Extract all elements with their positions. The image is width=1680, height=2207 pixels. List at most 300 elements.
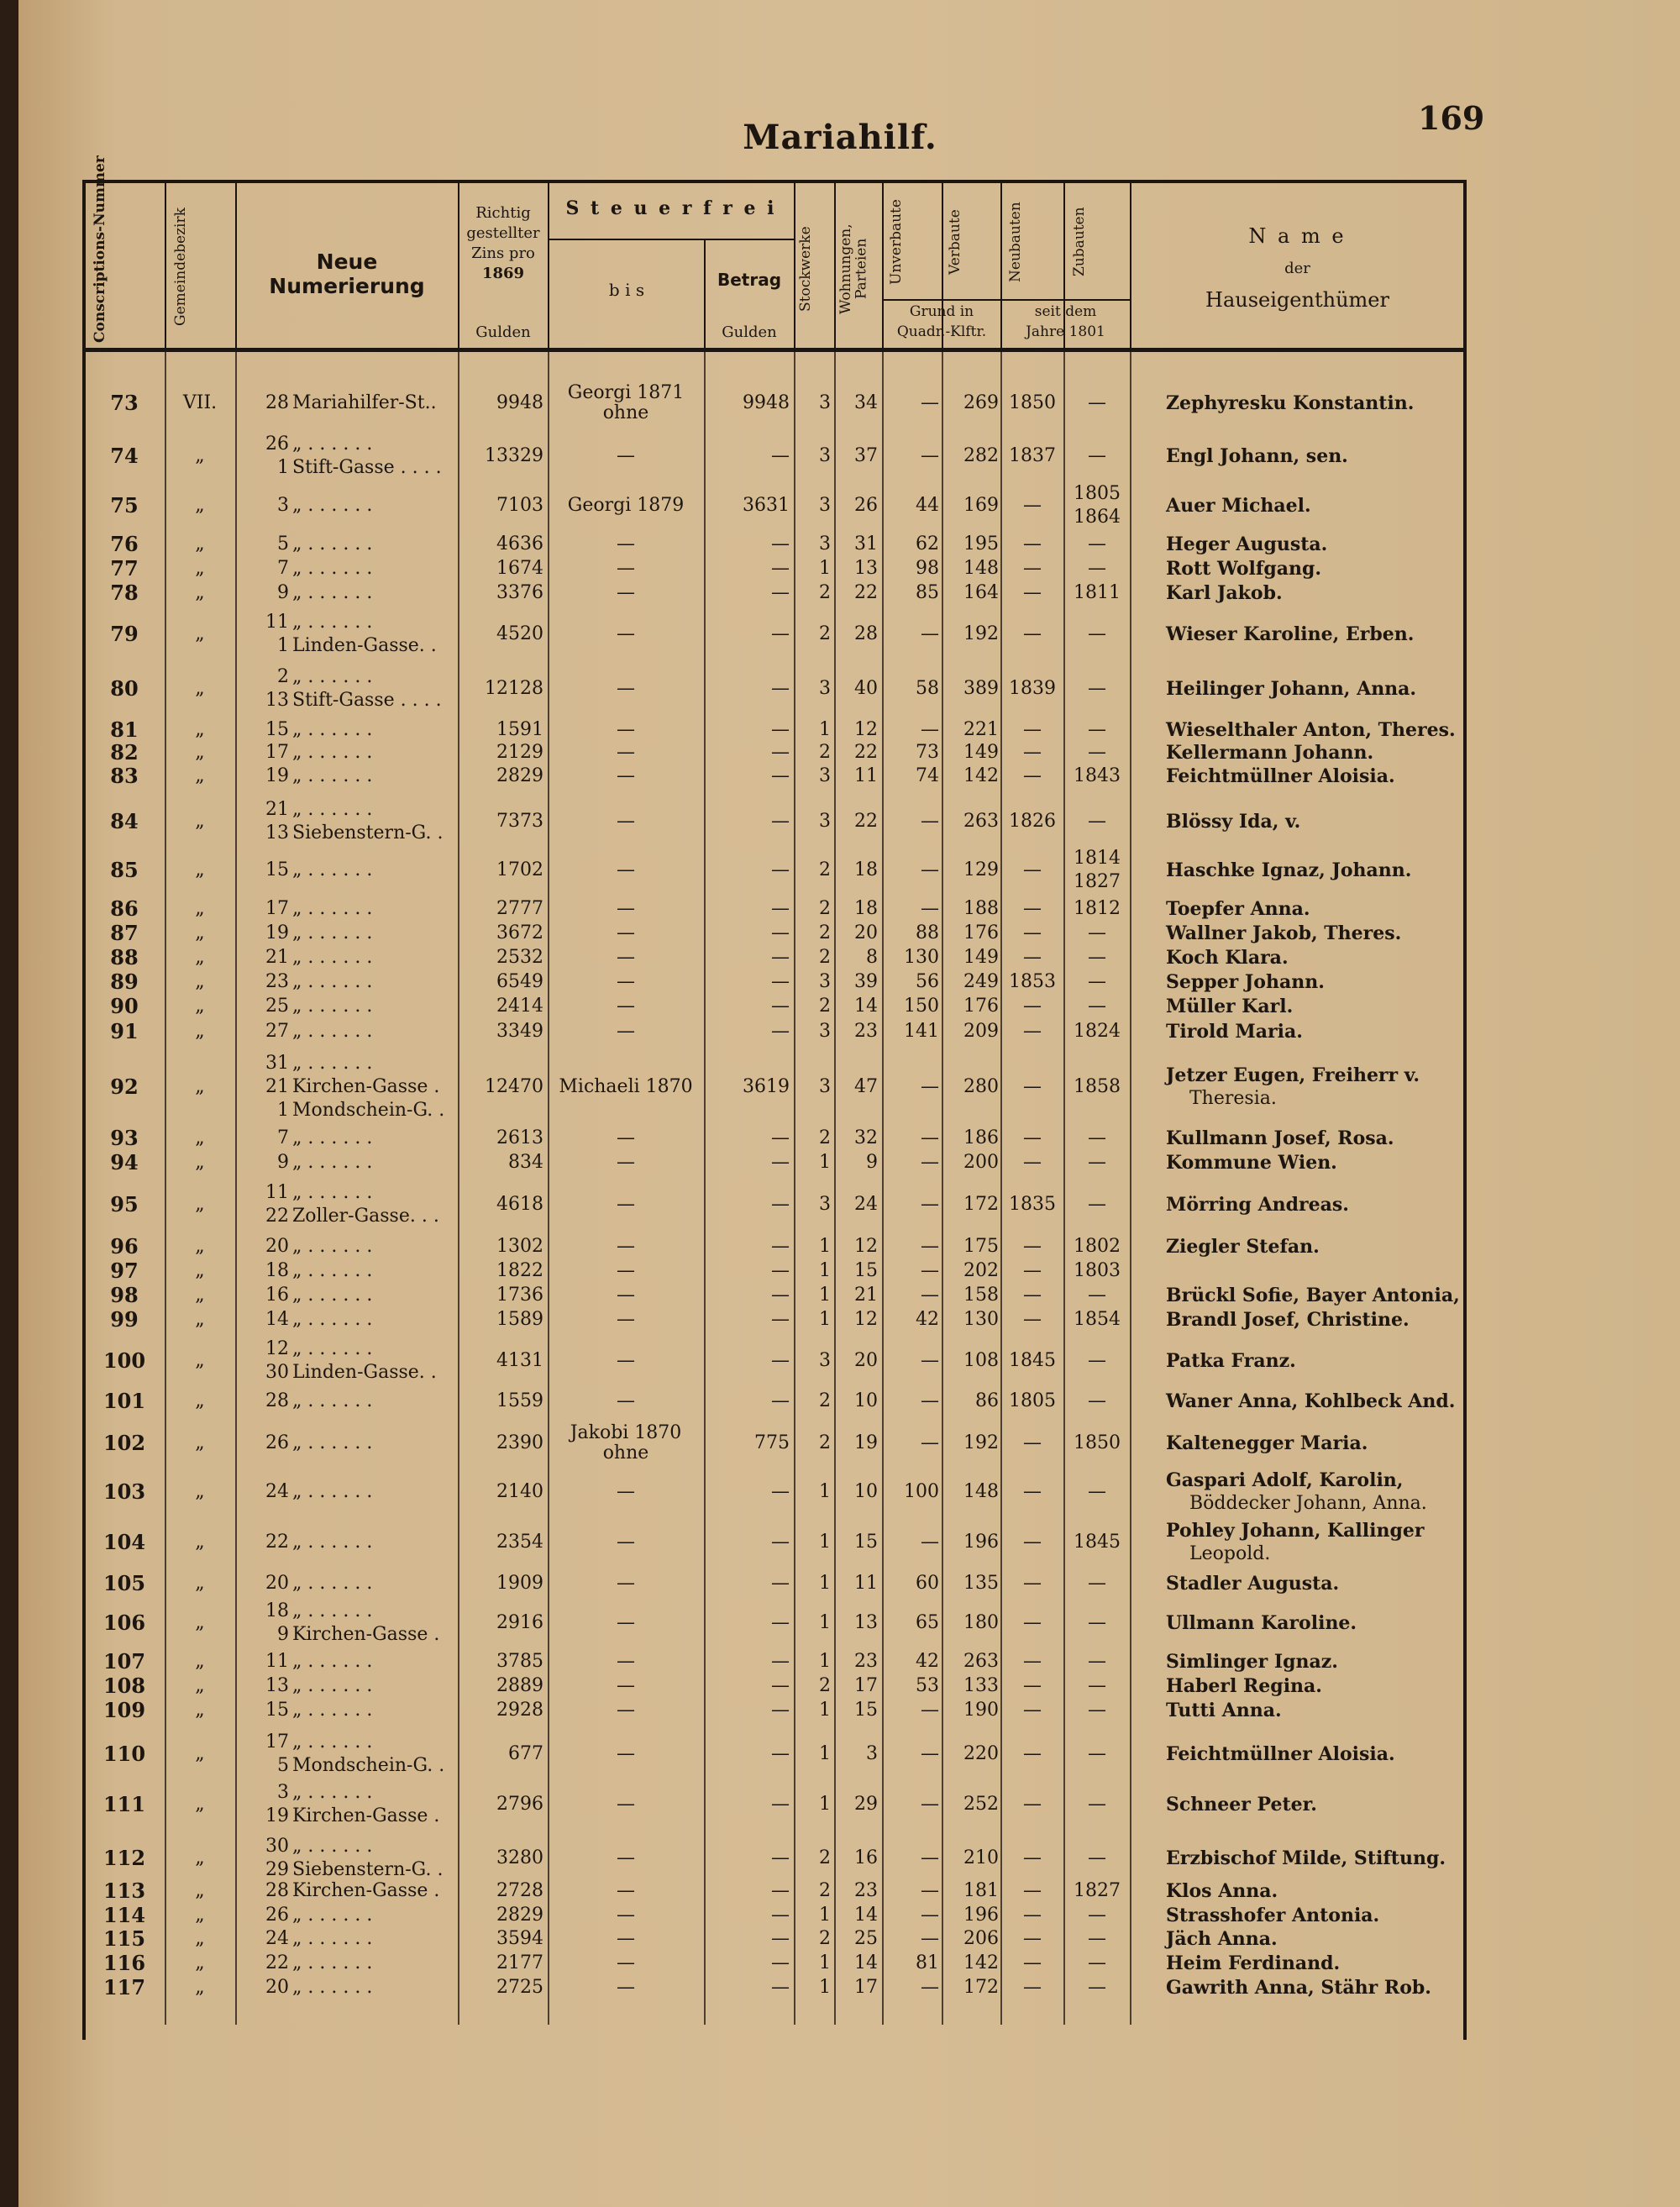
cell-zu: 1811 [1074,582,1121,603]
cell-zu: — [1088,742,1106,763]
cell-nr: 13 [265,1675,289,1696]
cell-zins: 1909 [496,1573,543,1594]
cell-neu: — [1023,1794,1042,1815]
cell-wo: 11 [854,765,878,786]
cell-bez: „ [195,1236,205,1257]
cell-st: 2 [819,582,831,603]
cell-zins: 1702 [496,859,543,880]
cell-nr: 17 [265,898,289,919]
cell-neu: — [1023,1928,1042,1949]
cell-wo: 11 [854,1573,878,1594]
cell-betrag: — [771,996,790,1017]
cell-owner: Erzbischof Milde, Stiftung. [1166,1847,1446,1869]
cell-st: 1 [819,1532,831,1553]
cell-bis: — [617,1977,635,1998]
cell-st: 1 [819,1309,831,1330]
cell-owner2: Leopold. [1189,1543,1271,1564]
cell-verb: 142 [963,765,999,786]
cell-bez: „ [195,678,205,699]
header-subrule [882,299,1130,301]
cell-zins: 9948 [496,392,543,413]
cell-street: „ . . . . . . [292,1952,373,1973]
cell-verb: 280 [963,1076,999,1097]
cell-street: „ . . . . . . [292,1600,373,1621]
cell-st: 1 [819,1612,831,1633]
cell-wo: 12 [854,1236,878,1257]
cell-zu: — [1088,1675,1106,1696]
col-header-seit-1: seit dem [1034,303,1097,320]
cell-neu: — [1023,1847,1042,1868]
cell-street3: Mondschein-G. . [292,1100,445,1121]
cell-nr: 12 [265,1338,289,1359]
cell-bis: — [617,898,635,919]
cell-nr: 26 [265,1905,289,1926]
cell-bis: Michaeli 1870 [559,1076,693,1097]
cell-wo: 8 [866,947,878,968]
cell-bis: — [617,1481,635,1502]
cell-neu: — [1023,1481,1042,1502]
cell-nr2: 9 [277,1624,289,1645]
cell-unv: 44 [916,495,939,516]
cell-owner: Klos Anna. [1166,1880,1278,1902]
cell-st: 3 [819,678,831,699]
cell-unv: — [921,1905,939,1926]
cell-bez: „ [195,1021,205,1042]
cell-verb: 172 [963,1194,999,1215]
cell-owner: Heim Ferdinand. [1166,1952,1341,1974]
cell-street: „ . . . . . . [292,1260,373,1281]
cell-street: „ . . . . . . [292,558,373,579]
cell-bez: „ [195,1432,205,1453]
cell-street: „ . . . . . . [292,742,373,763]
cell-street: „ . . . . . . [292,1309,373,1330]
cell-unv: — [921,1928,939,1949]
cell-owner: Karl Jakob. [1166,582,1283,604]
cell-wo: 47 [854,1076,878,1097]
cell-betrag: 3619 [743,1076,790,1097]
cell-st: 2 [819,922,831,943]
cell-bis: — [617,1127,635,1148]
cell-n: 112 [102,1846,146,1870]
cell-zu: — [1088,1194,1106,1215]
cell-wo: 23 [854,1651,878,1672]
cell-owner: Koch Klara. [1166,947,1289,969]
cell-street: „ . . . . . . [292,765,373,786]
col-header-stockwerke: Stockwerke [797,226,814,312]
cell-street: „ . . . . . . [292,1021,373,1042]
col-header-zins-2: gestellter [466,224,540,242]
cell-zu: 1854 [1074,1309,1121,1330]
cell-nr: 9 [277,1152,289,1173]
cell-bis2: ohne [602,1442,649,1463]
cell-betrag: — [771,1350,790,1371]
cell-nr: 26 [265,434,289,455]
cell-neu: — [1023,1675,1042,1696]
cell-owner: Zephyresku Konstantin. [1166,392,1415,414]
cell-bez: „ [195,1532,205,1553]
cell-wo: 32 [854,1127,878,1148]
page-number: 169 [1418,99,1485,137]
cell-bez: „ [195,1880,205,1901]
cell-wo: 39 [854,971,878,992]
cell-nr3: 1 [277,1100,289,1121]
cell-betrag: — [771,623,790,644]
cell-st: 3 [819,392,831,413]
cell-owner: Heger Augusta. [1166,533,1328,555]
cell-bis: Jakobi 1870 [570,1422,682,1443]
cell-zins: 834 [508,1152,543,1173]
col-header-gemeindebezirk: Gemeindebezirk [172,208,189,327]
cell-st: 2 [819,623,831,644]
cell-betrag: — [771,1928,790,1949]
cell-street: „ . . . . . . [292,947,373,968]
cell-st: 1 [819,1905,831,1926]
cell-owner: Stadler Augusta. [1166,1573,1340,1595]
cell-st: 1 [819,719,831,740]
cell-bis: — [617,859,635,880]
cell-zu: — [1088,811,1106,832]
cell-nr: 11 [265,612,289,633]
col-header-unverbaute: Unverbaute [888,199,905,285]
cell-st: 2 [819,1675,831,1696]
cell-zu: — [1088,1794,1106,1815]
cell-unv: 53 [916,1675,939,1696]
cell-street: „ . . . . . . [292,1532,373,1553]
cell-street2: Kirchen-Gasse . [292,1624,440,1645]
cell-street2: Linden-Gasse. . [292,1362,437,1383]
cell-zins: 1589 [496,1309,543,1330]
cell-unv: — [921,898,939,919]
cell-unv: 98 [916,558,939,579]
cell-verb: 176 [963,922,999,943]
cell-neu: — [1023,947,1042,968]
cell-betrag: — [771,1743,790,1764]
cell-neu: 1850 [1009,392,1056,413]
cell-owner: Toepfer Anna. [1166,898,1310,920]
cell-n: 91 [110,1019,139,1043]
cell-street: „ . . . . . . [292,1675,373,1696]
cell-nr: 21 [265,799,289,820]
cell-nr2: 22 [265,1206,289,1227]
cell-betrag: — [771,922,790,943]
cell-zins: 3349 [496,1021,543,1042]
cell-bis: — [617,1651,635,1672]
cell-verb: 181 [963,1880,999,1901]
cell-wo: 34 [854,392,878,413]
cell-wo: 31 [854,533,878,554]
cell-zu2: 1864 [1074,507,1121,528]
cell-zu: — [1088,1700,1106,1721]
cell-wo: 37 [854,445,878,466]
cell-street2: Stift-Gasse . . . . [292,457,442,478]
cell-neu: 1805 [1009,1390,1056,1411]
cell-neu: 1837 [1009,445,1056,466]
cell-neu: — [1023,765,1042,786]
cell-verb: 135 [963,1573,999,1594]
cell-street: „ . . . . . . [292,1782,373,1803]
cell-betrag: — [771,1952,790,1973]
cell-verb: 192 [963,623,999,644]
cell-bez: „ [195,1194,205,1215]
cell-nr: 21 [265,947,289,968]
cell-street: „ . . . . . . [292,1390,373,1411]
cell-bis: — [617,1700,635,1721]
cell-zu: 1812 [1074,898,1121,919]
cell-zu: 1858 [1074,1076,1121,1097]
body-col-divider [834,351,836,2025]
cell-zins: 12128 [485,678,543,699]
cell-verb: 221 [963,719,999,740]
cell-st: 2 [819,742,831,763]
cell-n: 89 [110,970,139,994]
cell-n: 106 [102,1611,146,1635]
cell-n: 92 [110,1075,139,1099]
cell-bez: „ [195,1794,205,1815]
cell-zu2: 1827 [1074,871,1121,892]
cell-wo: 20 [854,1350,878,1371]
cell-nr: 2 [277,666,289,687]
cell-owner: Waner Anna, Kohlbeck And. [1166,1390,1456,1412]
cell-zins: 2140 [496,1481,543,1502]
cell-verb: 164 [963,582,999,603]
cell-bis: — [617,996,635,1017]
cell-st: 2 [819,859,831,880]
cell-zu: 1805 [1074,483,1121,504]
cell-nr: 7 [277,558,289,579]
cell-wo: 14 [854,1905,878,1926]
cell-wo: 23 [854,1021,878,1042]
cell-neu: — [1023,1127,1042,1148]
cell-neu: — [1023,1432,1042,1453]
cell-verb: 200 [963,1152,999,1173]
cell-bez: „ [195,1309,205,1330]
cell-neu: — [1023,1532,1042,1553]
cell-st: 2 [819,1880,831,1901]
cell-nr: 11 [265,1651,289,1672]
cell-neu: — [1023,1021,1042,1042]
cell-wo: 20 [854,922,878,943]
cell-bis: — [617,582,635,603]
cell-bis: — [617,1880,635,1901]
cell-neu: — [1023,1880,1042,1901]
cell-verb: 133 [963,1675,999,1696]
cell-n: 78 [110,581,139,605]
cell-betrag: — [771,1573,790,1594]
cell-owner: Ziegler Stefan. [1166,1236,1320,1258]
col-header-conscriptions: Conscriptions-Nummer [92,155,108,343]
cell-n: 82 [110,740,139,765]
cell-betrag: — [771,1390,790,1411]
cell-unv: — [921,1194,939,1215]
cell-bez: „ [195,1260,205,1281]
cell-bez: „ [195,996,205,1017]
cell-owner: Ullmann Karoline. [1166,1612,1357,1634]
cell-owner: Feichtmüllner Aloisia. [1166,765,1395,787]
cell-betrag: — [771,1651,790,1672]
cell-wo: 19 [854,1432,878,1453]
cell-unv: — [921,445,939,466]
cell-zu: — [1088,1127,1106,1148]
cell-nr: 20 [265,1977,289,1998]
cell-n: 86 [110,896,139,921]
cell-bis: — [617,765,635,786]
cell-neu: — [1023,1743,1042,1764]
cell-bis: Georgi 1879 [567,495,685,516]
cell-n: 111 [102,1792,146,1816]
cell-wo: 24 [854,1194,878,1215]
cell-betrag: — [771,971,790,992]
cell-neu: — [1023,1236,1042,1257]
cell-n: 102 [102,1431,146,1455]
cell-n: 96 [110,1234,139,1259]
cell-zins: 2916 [496,1612,543,1633]
cell-neu: — [1023,719,1042,740]
cell-betrag: 9948 [743,392,790,413]
cell-nr: 24 [265,1928,289,1949]
cell-street: „ . . . . . . [292,666,373,687]
col-header-bis: b i s [608,280,645,300]
cell-wo: 28 [854,623,878,644]
body-col-divider [1000,351,1002,2025]
cell-owner: Feichtmüllner Aloisia. [1166,1743,1395,1765]
cell-unv: — [921,1390,939,1411]
col-header-wohnungen: Wohnungen, Parteien [837,223,870,314]
cell-nr: 14 [265,1309,289,1330]
cell-street: „ . . . . . . [292,1651,373,1672]
cell-bis: — [617,1390,635,1411]
cell-betrag: — [771,765,790,786]
cell-nr: 22 [265,1952,289,1973]
cell-owner: Tirold Maria. [1166,1021,1303,1043]
cell-n: 109 [102,1698,146,1722]
cell-zins: 2129 [496,742,543,763]
cell-zins: 3376 [496,582,543,603]
cell-neu: — [1023,1573,1042,1594]
cell-betrag: — [771,1309,790,1330]
cell-owner: Tutti Anna. [1166,1700,1282,1721]
cell-bis: — [617,533,635,554]
cell-unv: — [921,1977,939,1998]
cell-nr: 24 [265,1481,289,1502]
cell-nr: 19 [265,922,289,943]
cell-st: 2 [819,1928,831,1949]
cell-n: 85 [110,858,139,882]
cell-unv: — [921,1152,939,1173]
cell-verb: 149 [963,742,999,763]
cell-bez: „ [195,1390,205,1411]
cell-bis: — [617,1675,635,1696]
cell-bis: — [617,1152,635,1173]
cell-wo: 17 [854,1675,878,1696]
cell-zins: 4636 [496,533,543,554]
cell-wo: 22 [854,742,878,763]
cell-street: „ . . . . . . [292,1432,373,1453]
col-header-grund-1: Grund in [909,303,974,320]
cell-street: „ . . . . . . [292,1700,373,1721]
cell-nr: 28 [265,392,289,413]
cell-nr: 25 [265,996,289,1017]
cell-verb: 186 [963,1127,999,1148]
cell-zins: 2889 [496,1675,543,1696]
cell-n: 101 [102,1389,146,1413]
cell-unv: — [921,1794,939,1815]
cell-st: 3 [819,1350,831,1371]
cell-nr: 5 [277,533,289,554]
cell-owner: Wieser Karoline, Erben. [1166,623,1415,645]
cell-neu: — [1023,996,1042,1017]
cell-wo: 15 [854,1700,878,1721]
cell-betrag: — [771,582,790,603]
cell-nr: 19 [265,765,289,786]
cell-nr2: 30 [265,1362,289,1383]
cell-street: „ . . . . . . [292,1338,373,1359]
cell-neu: — [1023,1651,1042,1672]
body-col-divider [704,351,706,2025]
cell-unv: 60 [916,1573,939,1594]
cell-bez: VII. [182,392,218,413]
cell-zu: — [1088,971,1106,992]
cell-zu: 1845 [1074,1532,1121,1553]
cell-neu: — [1023,1952,1042,1973]
cell-st: 1 [819,1977,831,1998]
cell-wo: 17 [854,1977,878,1998]
cell-owner: Blössy Ida, v. [1166,811,1301,833]
cell-n: 98 [110,1283,139,1307]
cell-unv: 58 [916,678,939,699]
cell-street: „ . . . . . . [292,495,373,516]
col-header-zins-4: 1869 [481,265,525,282]
cell-owner: Engl Johann, sen. [1166,445,1348,467]
cell-zu: — [1088,1743,1106,1764]
body-col-divider [882,351,884,2025]
cell-owner: Sepper Johann. [1166,971,1325,993]
cell-zins: 677 [508,1743,543,1764]
cell-n: 76 [110,532,139,556]
cell-street: „ . . . . . . [292,612,373,633]
cell-neu: — [1023,558,1042,579]
cell-n: 77 [110,556,139,581]
cell-betrag: — [771,1260,790,1281]
cell-betrag: — [771,1127,790,1148]
cell-bez: „ [195,558,205,579]
cell-street: „ . . . . . . [292,859,373,880]
cell-nr: 3 [277,495,289,516]
cell-zins: 4520 [496,623,543,644]
cell-zu: — [1088,533,1106,554]
cell-street2: Siebenstern-G. . [292,822,444,843]
cell-verb: 175 [963,1236,999,1257]
cell-zins: 2613 [496,1127,543,1148]
col-header-verbaute: Verbaute [947,209,963,275]
cell-bez: „ [195,1847,205,1868]
cell-street2: Stift-Gasse . . . . [292,690,442,711]
cell-street2: Mondschein-G. . [292,1755,445,1776]
cell-betrag: — [771,811,790,832]
cell-unv: — [921,859,939,880]
cell-bis: — [617,922,635,943]
col-header-grund-2: Quadr.-Klftr. [896,323,987,340]
cell-betrag: — [771,533,790,554]
cell-wo: 13 [854,558,878,579]
cell-n: 88 [110,945,139,970]
cell-st: 1 [819,1743,831,1764]
cell-bis: — [617,1350,635,1371]
cell-bis: — [617,1905,635,1926]
cell-zu: 1843 [1074,765,1121,786]
cell-bez: „ [195,1651,205,1672]
cell-unv: 88 [916,922,939,943]
cell-zu: 1802 [1074,1236,1121,1257]
